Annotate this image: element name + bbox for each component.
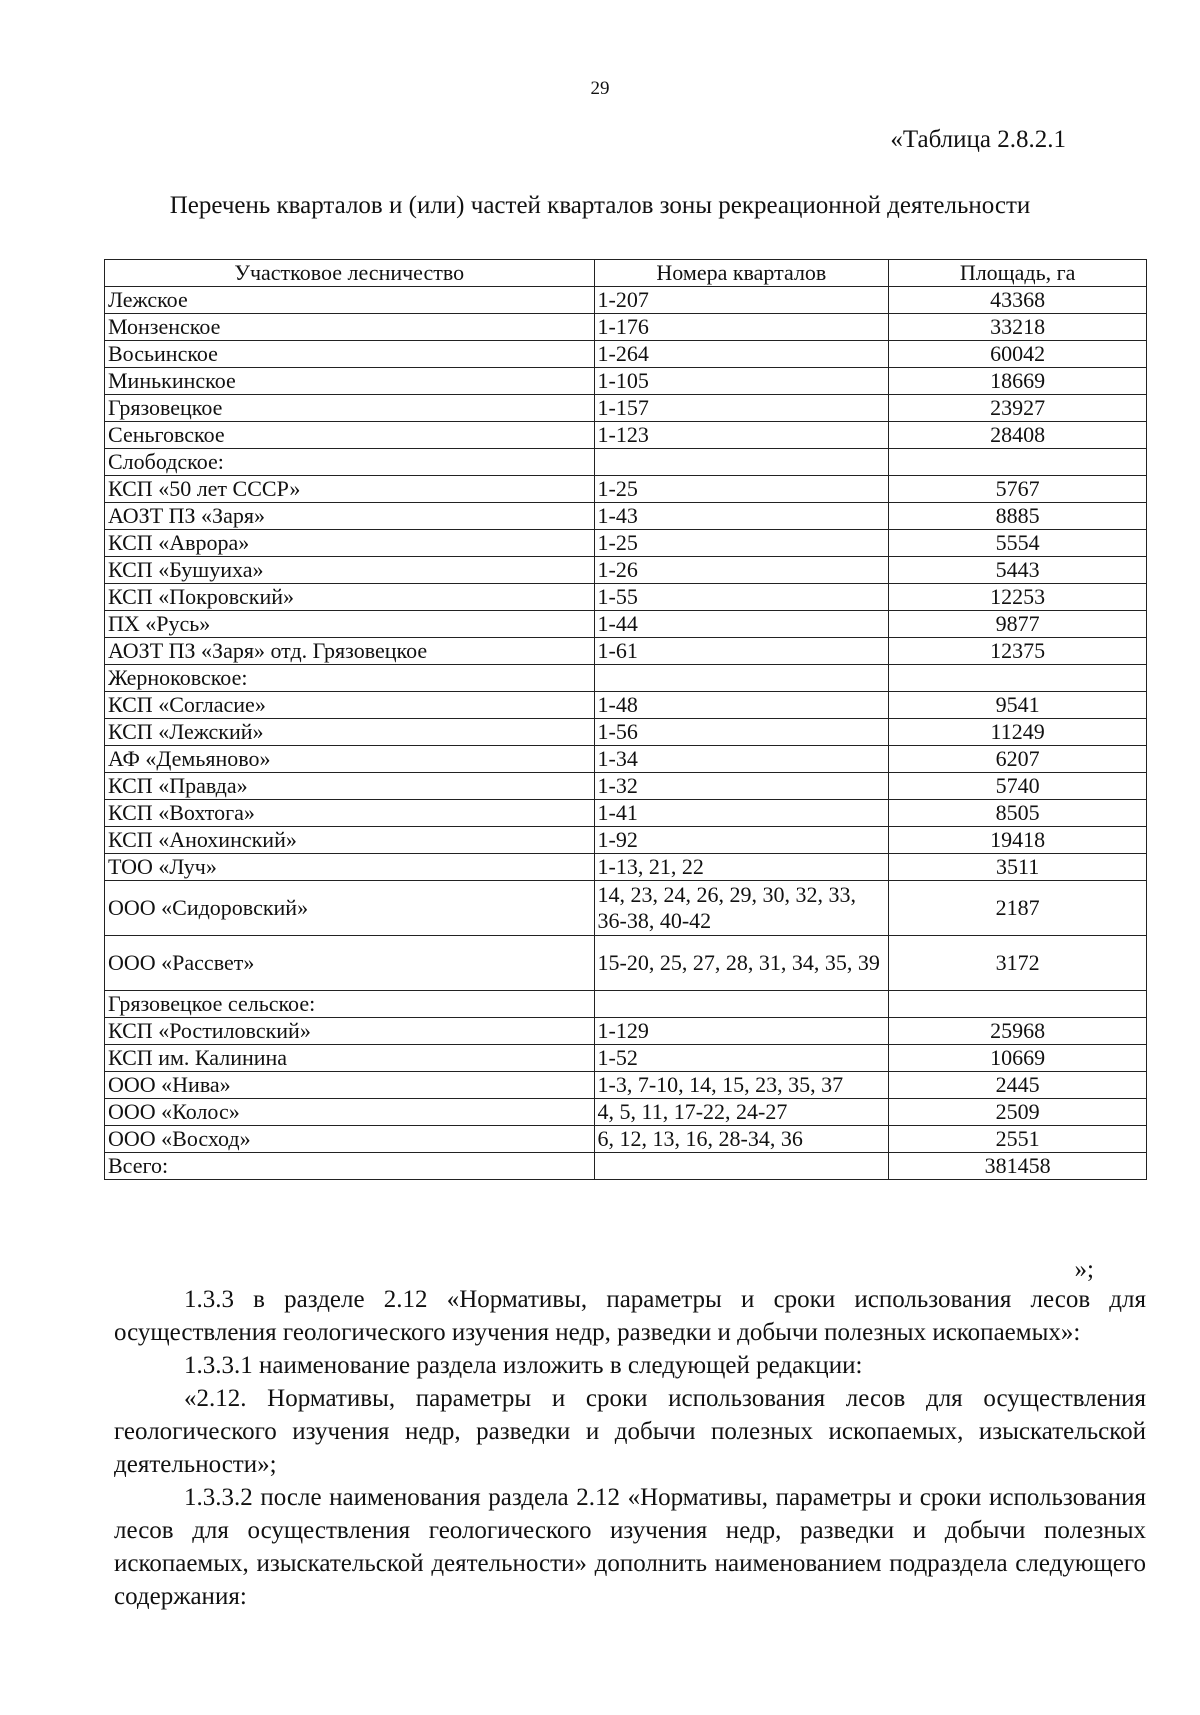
table-row: [105, 395, 1147, 422]
cell-forestry: КСП «Аврора»: [105, 530, 595, 557]
cell-forestry: Сеньговское: [105, 422, 595, 449]
cell-area: 5554: [889, 530, 1147, 557]
cell-forestry: Лежское: [105, 287, 595, 314]
table-row: [105, 827, 1147, 854]
table-row: [105, 719, 1147, 746]
cell-quarters: 1-3, 7-10, 14, 15, 23, 35, 37: [594, 1072, 889, 1099]
table-caption: «Таблица 2.8.2.1: [890, 126, 1066, 153]
page-number: 29: [590, 78, 610, 99]
cell-quarters: 1-105: [594, 368, 889, 395]
table-row: [105, 773, 1147, 800]
table-row: [105, 530, 1147, 557]
cell-quarters: [594, 449, 889, 476]
cell-area: 23927: [889, 395, 1147, 422]
cell-quarters: [594, 991, 889, 1018]
cell-quarters: 1-43: [594, 503, 889, 530]
cell-quarters: 15-20, 25, 27, 28, 31, 34, 35, 39: [594, 936, 889, 991]
table-row: [105, 341, 1147, 368]
cell-quarters: 1-26: [594, 557, 889, 584]
cell-area: 28408: [889, 422, 1147, 449]
cell-forestry: Восьинское: [105, 341, 595, 368]
cell-forestry: ООО «Нива»: [105, 1072, 595, 1099]
cell-forestry: КСП «Лежский»: [105, 719, 595, 746]
cell-area: 2551: [889, 1126, 1147, 1153]
table-row: [105, 638, 1147, 665]
table-title: Перечень кварталов и (или) частей кварталов зоны рекреационной деятельности: [169, 192, 1031, 219]
cell-forestry: КСП «50 лет СССР»: [105, 476, 595, 503]
cell-area: 5767: [889, 476, 1147, 503]
table-row: [105, 557, 1147, 584]
header-quarters: Номера кварталов: [594, 260, 889, 287]
cell-forestry: ПХ «Русь»: [105, 611, 595, 638]
cell-area: 2187: [889, 881, 1147, 936]
paragraph-1-3-3: 1.3.3 в разделе 2.12 «Нормативы, параметры и сроки использования лесов для осуществления геологического изучения недр, разведки и добычи полезных ископаемых»:: [114, 1286, 1146, 1346]
cell-quarters: [594, 1153, 889, 1180]
table-row: [105, 881, 1147, 936]
cell-quarters: 1-32: [594, 773, 889, 800]
closing-quote: »;: [1074, 1256, 1094, 1283]
cell-area: 9877: [889, 611, 1147, 638]
cell-quarters: 1-176: [594, 314, 889, 341]
cell-forestry: ООО «Рассвет»: [105, 936, 595, 991]
table-header-row: [105, 260, 1147, 287]
table-row: [105, 449, 1147, 476]
table-row: [105, 1153, 1147, 1180]
paragraph-1-3-3-2: 1.3.3.2 после наименования раздела 2.12 «Нормативы, параметры и сроки использования лесов для осуществления геологического изучения недр, разведки и добычи полезных ископаемых, изыскательской деятельности» дополнить наименованием подраздела следующего содержания:: [114, 1484, 1146, 1610]
cell-quarters: 1-13, 21, 22: [594, 854, 889, 881]
cell-area: 10669: [889, 1045, 1147, 1072]
cell-area: 3511: [889, 854, 1147, 881]
cell-area: 18669: [889, 368, 1147, 395]
cell-forestry: Монзенское: [105, 314, 595, 341]
cell-area: 2445: [889, 1072, 1147, 1099]
cell-forestry: КСП «Ростиловский»: [105, 1018, 595, 1045]
cell-area: 25968: [889, 1018, 1147, 1045]
cell-quarters: 1-48: [594, 692, 889, 719]
cell-area: 19418: [889, 827, 1147, 854]
cell-forestry: КСП «Покровский»: [105, 584, 595, 611]
table-row: [105, 422, 1147, 449]
cell-area: 381458: [889, 1153, 1147, 1180]
cell-forestry: КСП «Правда»: [105, 773, 595, 800]
cell-area: 9541: [889, 692, 1147, 719]
cell-quarters: 1-264: [594, 341, 889, 368]
cell-forestry: Слободское:: [105, 449, 595, 476]
cell-area: 43368: [889, 287, 1147, 314]
cell-area: [889, 991, 1147, 1018]
cell-quarters: 1-56: [594, 719, 889, 746]
cell-area: [889, 665, 1147, 692]
cell-quarters: 1-44: [594, 611, 889, 638]
cell-quarters: 1-92: [594, 827, 889, 854]
table-row: [105, 854, 1147, 881]
table-row: [105, 936, 1147, 991]
cell-area: 8505: [889, 800, 1147, 827]
cell-area: 33218: [889, 314, 1147, 341]
cell-forestry: Минькинское: [105, 368, 595, 395]
cell-quarters: 14, 23, 24, 26, 29, 30, 32, 33, 36-38, 40-42: [594, 881, 889, 936]
table-row: [105, 287, 1147, 314]
cell-area: [889, 449, 1147, 476]
table-row: [105, 1045, 1147, 1072]
cell-forestry: АОЗТ ПЗ «Заря» отд. Грязовецкое: [105, 638, 595, 665]
cell-area: 2509: [889, 1099, 1147, 1126]
table-row: [105, 991, 1147, 1018]
cell-quarters: 1-25: [594, 530, 889, 557]
cell-forestry: КСП «Вохтога»: [105, 800, 595, 827]
cell-quarters: 1-61: [594, 638, 889, 665]
cell-forestry: Жерноковское:: [105, 665, 595, 692]
cell-forestry: Грязовецкое: [105, 395, 595, 422]
cell-quarters: 1-123: [594, 422, 889, 449]
paragraph-1-3-3-1: 1.3.3.1 наименование раздела изложить в следующей редакции:: [184, 1352, 863, 1379]
cell-quarters: 1-25: [594, 476, 889, 503]
paragraph-2-12-title: «2.12. Нормативы, параметры и сроки использования лесов для осуществления геологического изучения недр, разведки и добычи полезных ископаемых, изыскательской деятельности»;: [114, 1385, 1146, 1478]
cell-area: 11249: [889, 719, 1147, 746]
header-forestry: Участковое лесничество: [105, 260, 595, 287]
table-row: [105, 800, 1147, 827]
cell-forestry: ООО «Сидоровский»: [105, 881, 595, 936]
cell-area: 6207: [889, 746, 1147, 773]
cell-forestry: АОЗТ ПЗ «Заря»: [105, 503, 595, 530]
cell-forestry: КСП им. Калинина: [105, 1045, 595, 1072]
table-row: [105, 503, 1147, 530]
cell-quarters: 1-41: [594, 800, 889, 827]
cell-area: 60042: [889, 341, 1147, 368]
cell-quarters: 1-34: [594, 746, 889, 773]
body-text: [114, 1283, 1146, 1613]
cell-quarters: [594, 665, 889, 692]
table-row: [105, 368, 1147, 395]
cell-forestry: Грязовецкое сельское:: [105, 991, 595, 1018]
table-row: [105, 314, 1147, 341]
table-row: [105, 584, 1147, 611]
cell-quarters: 4, 5, 11, 17-22, 24-27: [594, 1099, 889, 1126]
cell-area: 5740: [889, 773, 1147, 800]
cell-forestry: КСП «Согласие»: [105, 692, 595, 719]
cell-forestry: КСП «Анохинский»: [105, 827, 595, 854]
table-row: [105, 1099, 1147, 1126]
cell-quarters: 6, 12, 13, 16, 28-34, 36: [594, 1126, 889, 1153]
quarters-table: [104, 259, 1147, 1180]
table-row: [105, 692, 1147, 719]
table-row: [105, 476, 1147, 503]
cell-area: 12253: [889, 584, 1147, 611]
cell-area: 5443: [889, 557, 1147, 584]
table-row: [105, 1072, 1147, 1099]
cell-quarters: 1-157: [594, 395, 889, 422]
cell-area: 12375: [889, 638, 1147, 665]
header-area: Площадь, га: [889, 260, 1147, 287]
table-row: [105, 1126, 1147, 1153]
cell-quarters: 1-55: [594, 584, 889, 611]
table-row: [105, 746, 1147, 773]
table-row: [105, 1018, 1147, 1045]
table-body: [105, 287, 1147, 1180]
cell-forestry: ООО «Колос»: [105, 1099, 595, 1126]
cell-area: 3172: [889, 936, 1147, 991]
cell-forestry: АФ «Демьяново»: [105, 746, 595, 773]
cell-forestry: Всего:: [105, 1153, 595, 1180]
cell-quarters: 1-129: [594, 1018, 889, 1045]
cell-area: 8885: [889, 503, 1147, 530]
cell-quarters: 1-207: [594, 287, 889, 314]
cell-quarters: 1-52: [594, 1045, 889, 1072]
cell-forestry: ТОО «Луч»: [105, 854, 595, 881]
table-row: [105, 665, 1147, 692]
cell-forestry: КСП «Бушуиха»: [105, 557, 595, 584]
cell-forestry: ООО «Восход»: [105, 1126, 595, 1153]
table-row: [105, 611, 1147, 638]
